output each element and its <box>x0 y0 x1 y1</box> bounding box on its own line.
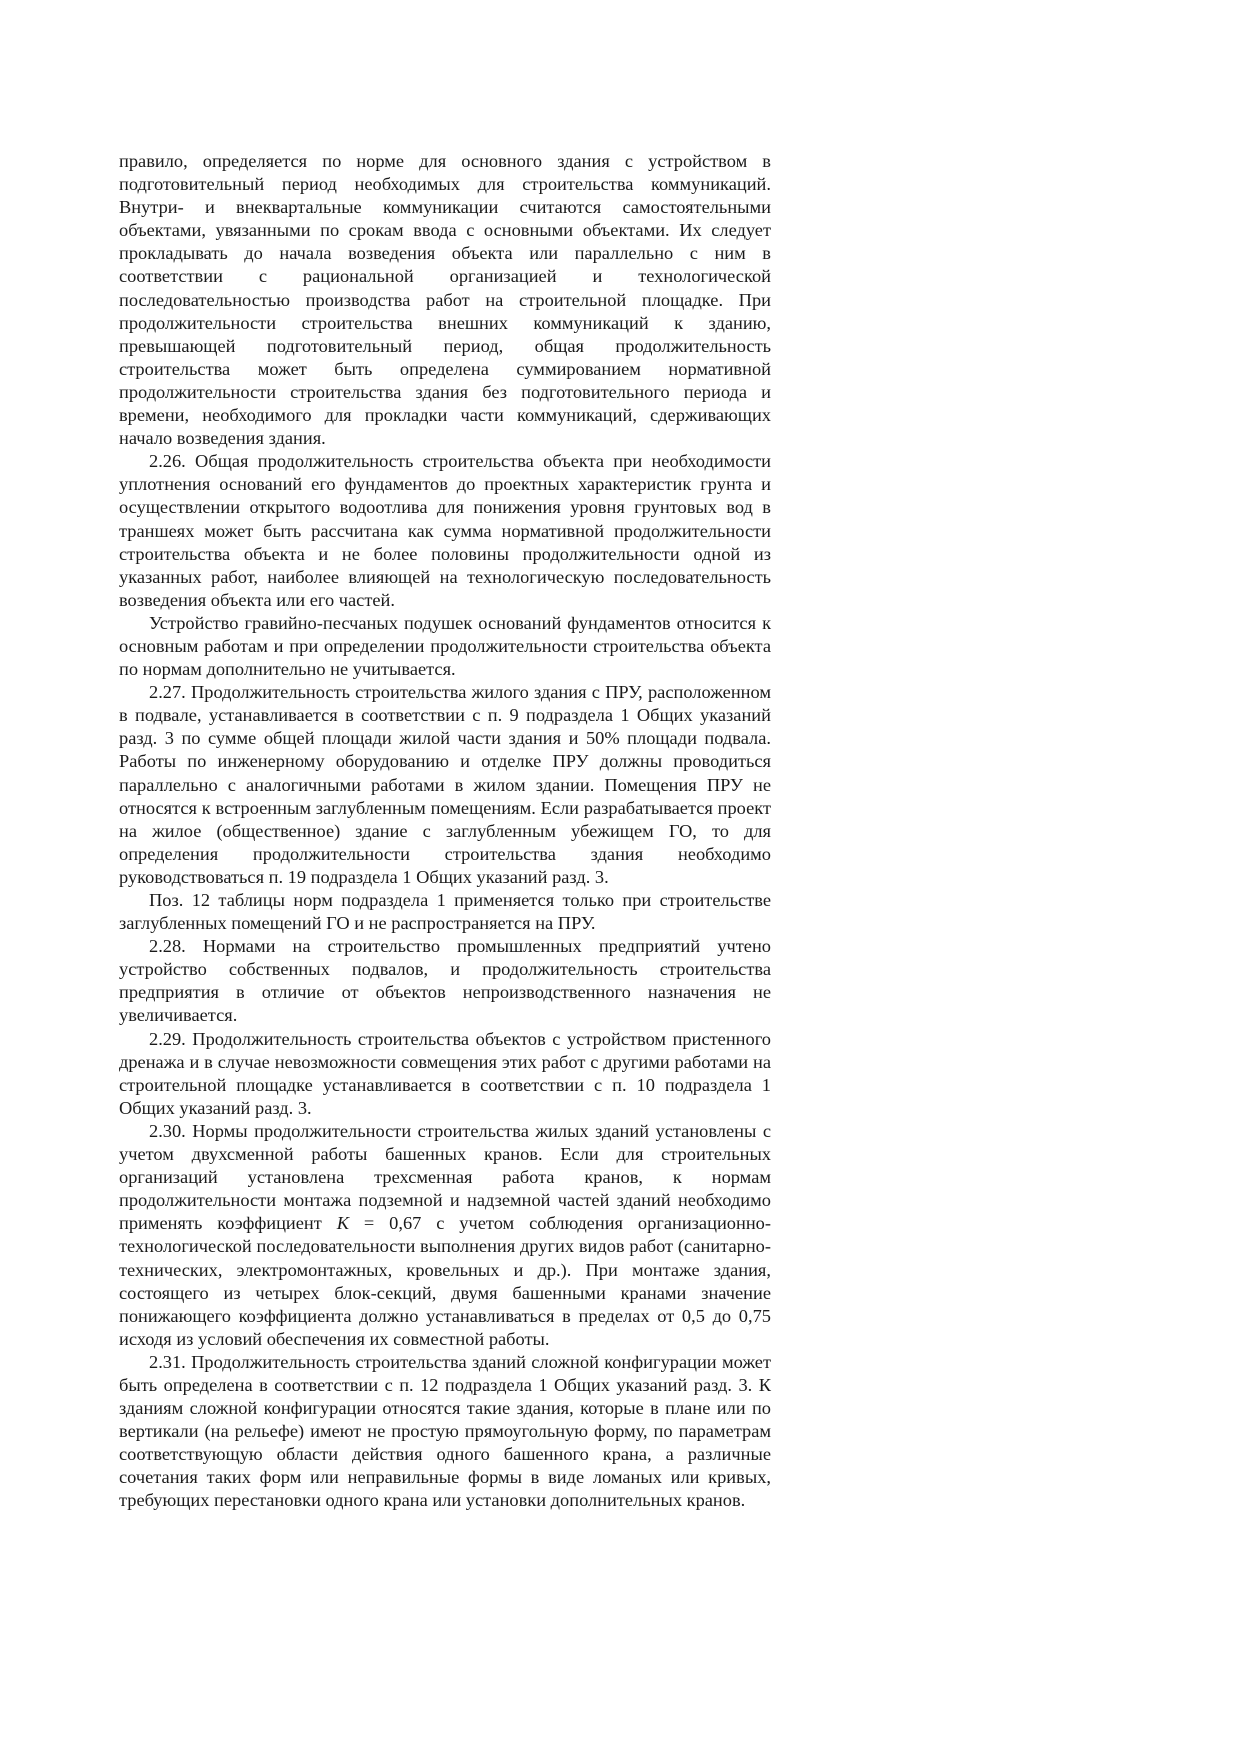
paragraph-2-27-position: Поз. 12 таблицы норм подраздела 1 применяется только при строительстве заглубленных помещений ГО и не распространяется на ПРУ. <box>119 890 771 934</box>
paragraph-continuation: правило, определяется по норме для основного здания с устройством в подготовительный период необходимых для строительства коммуникаций. Внутри- и внеквартальные коммуникации считаются самостоятельными объектами, увязанными по срокам ввода с основными объектами. Их следует прокладывать до начала возведения объекта или параллельно с ним в соответствии с рациональной организацией и технологической последовательностью производства работ на строительной площадке. При продолжительности строительства внешних коммуникаций к зданию, превышающей подготовительный период, общая продолжительность строительства может быть определена суммированием нормативной продолжительности строительства здания без подготовительного периода и времени, необходимого для прокладки части коммуникаций, сдерживающих начало возведения здания. <box>119 151 771 449</box>
paragraph-2-31: 2.31. Продолжительность строительства зданий сложной конфигурации может быть определена в соответствии с п. 12 подраздела 1 Общих указаний разд. 3. К зданиям сложной конфигурации относятся такие здания, которые в плане или по вертикали (на рельефе) имеют не простую прямоугольную форму, по параметрам соответствующую области действия одного башенного крана, а различные сочетания таких форм или неправильные формы в виде ломаных или кривых, требующих перестановки одного крана или установки дополнительных кранов. <box>119 1351 771 1511</box>
paragraph-2-26-gravel: Устройство гравийно-песчаных подушек оснований фундаментов относится к основным работам и при определении продолжительности строительства объекта по нормам дополнительно не учитывается. <box>119 612 771 680</box>
coefficient-k-variable: K <box>336 1213 349 1234</box>
paragraph-2-27: 2.27. Продолжительность строительства жилого здания с ПРУ, расположенном в подвале, устанавливается в соответствии с п. 9 подраздела 1 Общих указаний разд. 3 по сумме общей площади жилой части здания и 50% площади подвала. Работы по инженерному оборудованию и отделке ПРУ должны проводиться параллельно с аналогичными работами в жилом здании. Помещения ПРУ не относятся к встроенным заглубленным помещениям. Если разрабатывается проект на жилое (общественное) здание с заглубленным убежищем ГО, то для определения продолжительности строительства здания необходимо руководствоваться п. 19 подраздела 1 Общих указаний разд. 3. <box>119 682 771 887</box>
paragraph-2-26: 2.26. Общая продолжительность строительства объекта при необходимости уплотнения оснований его фундаментов до проектных характеристик грунта и осуществлении открытого водоотлива для понижения уровня грунтовых вод в траншеях может быть рассчитана как сумма нормативной продолжительности строительства объекта и не более половины продолжительности одной из указанных работ, наиболее влияющей на технологическую последовательность возведения объекта или его частей. <box>119 451 771 610</box>
paragraph-2-30-after: = 0,67 с учетом соблюдения организационно-технологической последовательности выполнения других видов работ (санитарно-технических, электромонтажных, кровельных и др.). При монтаже здания, состоящего из четырех блок-секций, двумя башенными кранами значение понижающего коэффициента должно устанавливаться в пределах от 0,5 до 0,75 исходя из условий обеспечения их совместной работы. <box>119 1213 771 1349</box>
paragraph-2-30 <box>119 1120 771 1351</box>
body-text <box>119 150 771 1513</box>
paragraph-2-28: 2.28. Нормами на строительство промышленных предприятий учтено устройство собственных подвалов, и продолжительность строительства предприятия в отличие от объектов непроизводственного назначения не увеличивается. <box>119 936 771 1026</box>
paragraph-2-30-before: 2.30. Нормы продолжительности строительства жилых зданий установлены с учетом двухсменной работы башенных кранов. Если для строительных организаций установлена трехсменная работа кранов, к нормам продолжительности монтажа подземной и надземной частей зданий необходимо применять коэффициент <box>119 1120 771 1234</box>
paragraph-2-29: 2.29. Продолжительность строительства объектов с устройством пристенного дренажа и в случае невозможности совмещения этих работ с другими работами на строительной площадке устанавливается в соответствии с п. 10 подраздела 1 Общих указаний разд. 3. <box>119 1028 771 1118</box>
